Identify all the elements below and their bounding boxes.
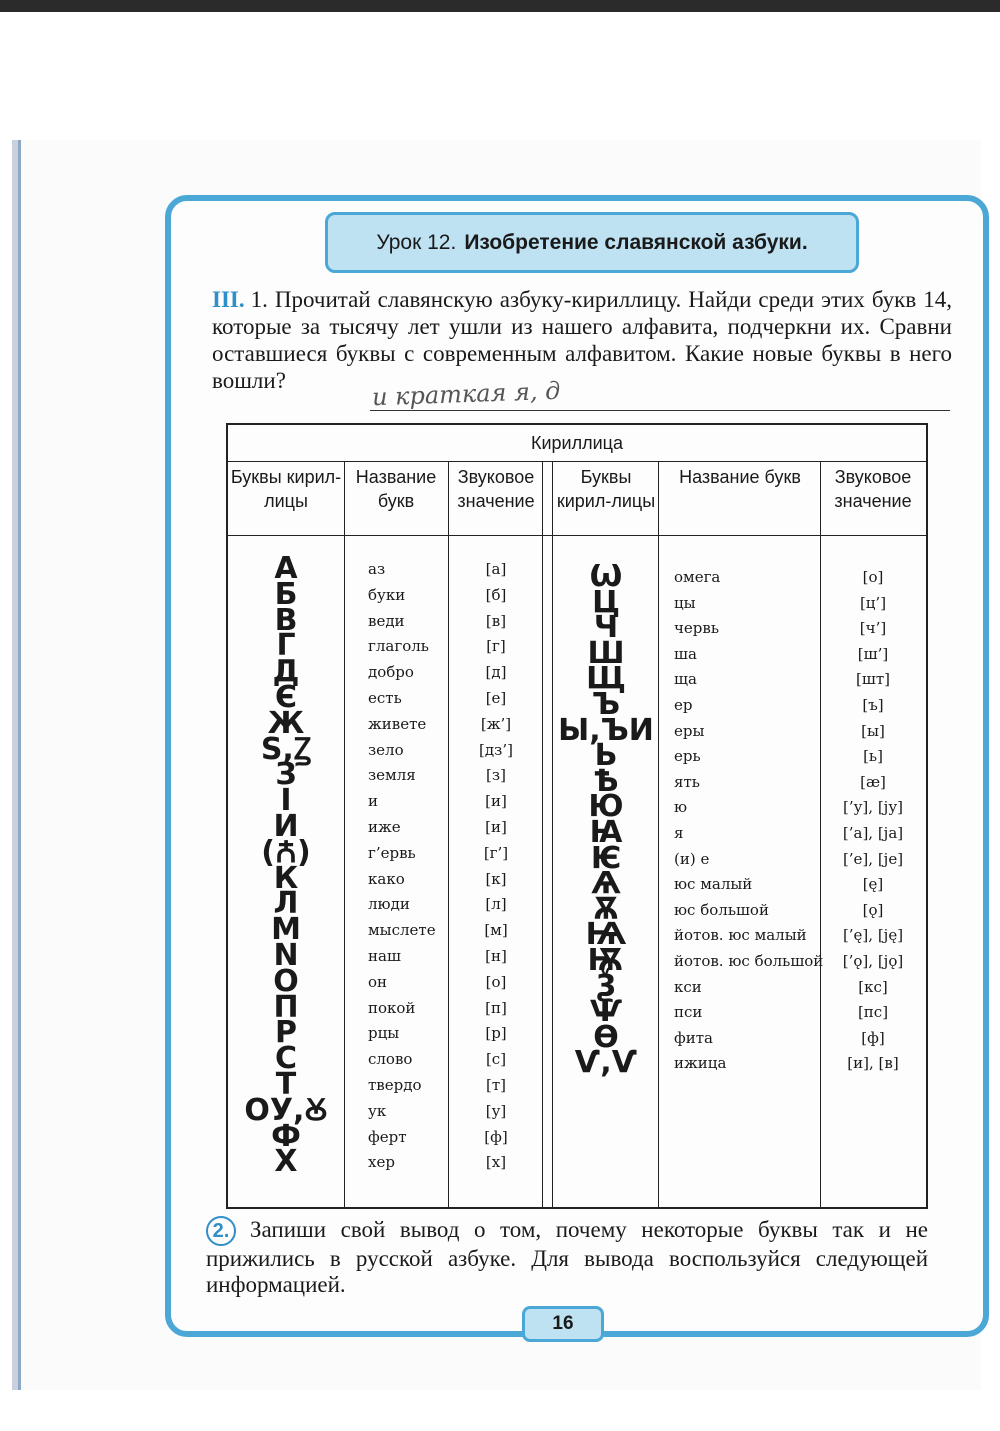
column-divider (820, 461, 821, 1207)
letter-glyph: Ѡ (589, 559, 623, 594)
letter-name: веди (368, 611, 405, 630)
letter-glyph: Г (276, 628, 296, 664)
task-2-text: Запиши свой вывод о том, почему некоторые буквы так и не прижились в русской азбуке. Для вывода воспользуйся следующей информацией. (206, 1217, 928, 1297)
letter-name: аз (368, 560, 386, 578)
letter-sound: [ę] (862, 875, 884, 894)
letter-sound: [’е], [jе] (842, 849, 904, 868)
letter-glyph: Ѣ (593, 763, 619, 799)
letter-name: юс большой (674, 900, 769, 919)
letter-name: йотов. юс большой (674, 952, 824, 970)
column-divider (552, 461, 553, 1207)
letter-name: кси (674, 977, 702, 996)
letter-name: хер (368, 1153, 395, 1172)
letter-glyph: Ы,ЪИ (558, 712, 654, 748)
letter-sound: [у] (485, 1101, 507, 1120)
task-1 (212, 286, 952, 394)
letter-glyph: Ц (592, 584, 620, 620)
letter-name: добро (368, 663, 414, 682)
letter-glyph: Х (274, 1144, 298, 1180)
letter-sound: [т] (485, 1076, 506, 1094)
letter-name: глаголь (368, 637, 429, 656)
letter-name: ижица (674, 1054, 727, 1073)
letter-glyph: Ч (593, 610, 619, 646)
letter-name: червь (674, 619, 720, 638)
letter-glyph: З (275, 757, 297, 793)
letter-sound: [е] (485, 689, 507, 707)
header-name-left: Название букв (355, 467, 437, 511)
letter-name: мыслете (368, 921, 436, 940)
header-sound-left: Звуковое значение (457, 467, 535, 511)
answer-line (370, 410, 950, 411)
letter-glyph: Ѧ (591, 866, 621, 902)
letter-sound: [и], [в] (847, 1054, 899, 1073)
letter-sound: [г] (486, 637, 506, 656)
letter-sound: [ы] (861, 721, 885, 740)
header-divider (228, 535, 926, 536)
column-divider (448, 461, 449, 1207)
letter-sound: [’у], [jу] (842, 798, 903, 817)
letter-name: твердо (368, 1076, 422, 1094)
letter-name: ща (674, 670, 697, 689)
letter-sound: [л] (485, 895, 507, 914)
letter-glyph: Ш (587, 635, 625, 671)
header-letters-right: Буквы кирил-лицы (556, 467, 656, 511)
letter-sound: [г’] (483, 843, 509, 862)
letter-glyph: Ѥ (590, 840, 622, 876)
letter-name: буки (368, 585, 406, 604)
letter-sound: [ф] (484, 1127, 508, 1146)
letter-sound: [’ę], [ję] (842, 926, 904, 945)
letter-sound: [х] (485, 1153, 507, 1172)
letter-sound: [пс] (857, 1003, 889, 1022)
letter-glyph: Р (275, 1015, 297, 1051)
letter-glyph: В (274, 602, 298, 638)
letter-sound: [н] (485, 947, 507, 965)
page-number: 16 (522, 1306, 604, 1342)
lesson-number: Урок 12. (376, 230, 457, 254)
letter-sound: [ж’] (480, 714, 512, 733)
letter-name: ерь (674, 747, 701, 766)
header-letters-left: Буквы кирил-лицы (230, 467, 342, 511)
letter-sound: [а] (485, 560, 507, 578)
letter-sound: [шт] (856, 670, 890, 689)
letter-sound: [ф] (861, 1028, 885, 1047)
header-sound-right: Звуковое значение (834, 467, 912, 511)
task-1-text: 1. Прочитай славянскую азбуку-кириллицу. Найди среди этих букв 14, которые за тысячу лет ушли из нашего алфавита, подчеркни их. Сравни оставшиеся буквы с современным алфавитом. Какие новые буквы в него вошли? (212, 287, 952, 393)
letter-glyph: Ѯ (595, 968, 617, 1004)
letter-glyph: Д (272, 654, 300, 690)
table-caption: Кириллица (228, 425, 926, 462)
letter-name: рцы (368, 1024, 400, 1043)
letter-glyph: (Ꙉ) (261, 834, 311, 870)
letter-glyph: И (273, 809, 299, 844)
letter-glyph: К (273, 860, 299, 896)
letter-sound: [з] (486, 766, 506, 785)
letter-glyph: Ѳ (593, 1019, 619, 1055)
letter-glyph: N (273, 938, 299, 973)
letter-glyph: Ь (594, 738, 618, 774)
letter-glyph: І (280, 783, 292, 819)
letter-name: слово (368, 1050, 413, 1069)
letter-sound: [ь] (863, 747, 883, 766)
letter-glyph: Т (275, 1067, 297, 1102)
letter-name: фита (674, 1028, 713, 1047)
letter-glyph: Ѕ,Ꙁ (260, 731, 312, 767)
letter-name: люди (368, 895, 410, 914)
column-divider (344, 461, 345, 1207)
letter-name: йотов. юс малый (674, 926, 807, 945)
letter-glyph: ОУ,Ꙋ (244, 1092, 328, 1128)
letter-glyph: Ѱ (589, 994, 623, 1030)
letter-name: и (368, 792, 378, 811)
letter-name: есть (368, 689, 402, 707)
letter-sound: [ц’] (859, 593, 887, 612)
letter-glyph: Б (274, 576, 298, 612)
scan-edge (0, 0, 1000, 12)
letter-glyph: П (273, 989, 299, 1025)
letter-glyph: Ѫ (593, 891, 619, 927)
letter-name: ю (674, 798, 688, 817)
letter-sound: [ъ] (862, 696, 884, 714)
task-2 (206, 1216, 928, 1298)
letter-sound: [дз’] (479, 740, 513, 759)
letter-sound: [æ] (860, 772, 886, 791)
letter-name: пси (674, 1003, 703, 1022)
letter-sound: [’а], [jа] (842, 824, 904, 842)
letter-sound: [б] (485, 585, 507, 604)
letter-name: ять (674, 772, 700, 791)
letter-sound: [и] (485, 818, 507, 836)
letter-name: земля (368, 766, 416, 785)
letter-sound: [о] (862, 568, 884, 586)
letter-name: живете (368, 714, 427, 733)
letter-sound: [п] (485, 998, 507, 1017)
letter-glyph: Л (273, 886, 299, 922)
letter-sound: [к] (485, 869, 507, 888)
letter-glyph: Ж (267, 705, 305, 741)
letter-name: ферт (368, 1127, 407, 1146)
letter-name: г’ервь (368, 843, 416, 862)
letter-glyph: А (274, 551, 298, 586)
letter-glyph: Ѭ (587, 943, 625, 978)
letter-sound: [р] (485, 1024, 507, 1043)
letter-glyph: Щ (586, 661, 626, 697)
letter-name: ук (368, 1101, 387, 1120)
lesson-title (325, 212, 859, 273)
letter-name: (и) е (674, 849, 710, 868)
letter-name: зело (368, 740, 404, 759)
letter-glyph: С (274, 1041, 298, 1077)
column-divider (658, 461, 659, 1207)
letter-name: како (368, 869, 405, 888)
cyrillic-table (226, 423, 928, 1209)
letter-name: ер (674, 696, 693, 714)
letter-sound: [о] (485, 972, 507, 991)
letter-glyph: М (271, 912, 301, 948)
letter-sound: [ш’] (857, 644, 889, 663)
letter-name: цы (674, 593, 696, 612)
letter-sound: [кс] (858, 977, 888, 996)
letter-sound: [ǫ] (862, 900, 884, 919)
letter-name: покой (368, 998, 416, 1017)
letter-name: он (368, 972, 388, 991)
letter-sound: [в] (485, 611, 507, 630)
letter-name: еры (674, 721, 705, 740)
letter-glyph: Ꙗ (589, 815, 623, 850)
header-name-right: Название букв (679, 467, 801, 487)
letter-name: иже (368, 818, 401, 836)
letter-sound: [’ǫ], [jǫ] (842, 952, 904, 970)
letter-sound: [м] (484, 921, 508, 940)
letter-glyph: Ѵ,Ѵ (574, 1045, 638, 1081)
letter-glyph: Ѩ (585, 917, 627, 953)
letter-glyph: О (273, 963, 299, 999)
letter-sound: [д] (485, 663, 507, 682)
task-1-number: III. (212, 287, 245, 312)
lesson-heading: Изобретение славянской азбуки. (464, 230, 808, 254)
letter-sound: [и] (485, 792, 507, 811)
task-2-number: 2. (206, 1216, 236, 1246)
letter-glyph: Є (274, 680, 298, 715)
letter-glyph: Ъ (591, 687, 621, 722)
letter-name: наш (368, 947, 401, 965)
handwritten-answer: и краткая я, д (371, 376, 561, 412)
column-divider (542, 461, 543, 1207)
letter-name: юс малый (674, 875, 753, 894)
letter-sound: [ч’] (859, 619, 887, 638)
letter-glyph: Ю (588, 789, 624, 825)
letter-name: ша (674, 644, 697, 663)
letter-name: омега (674, 568, 721, 586)
letter-glyph: Ф (271, 1118, 301, 1154)
letter-sound: [с] (485, 1050, 507, 1069)
letter-name: я (674, 824, 684, 842)
